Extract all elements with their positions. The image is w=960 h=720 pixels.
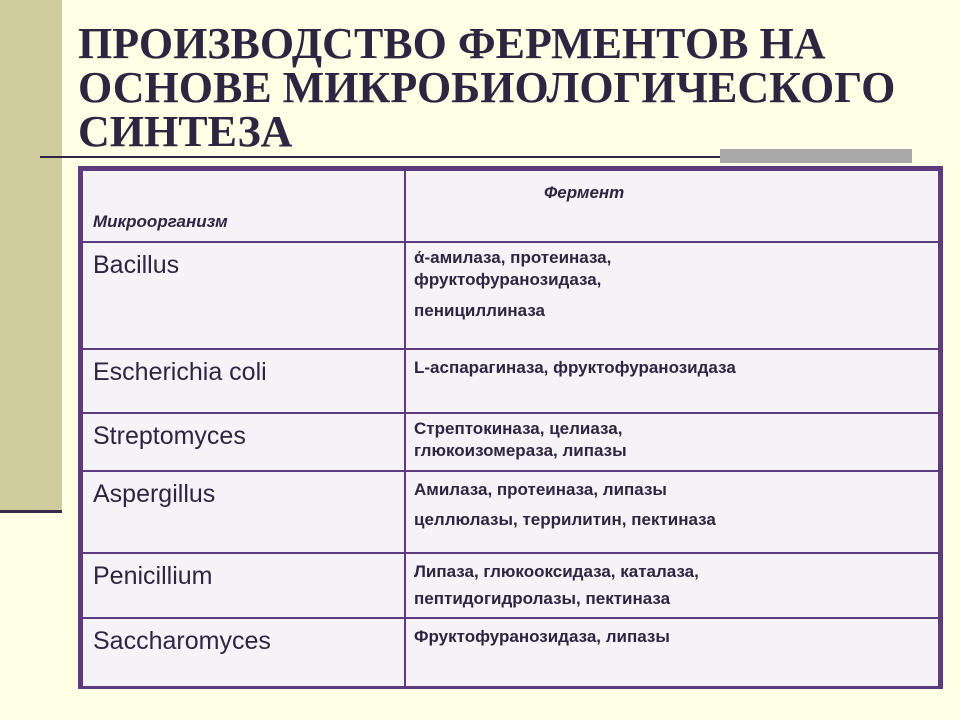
enzyme-cell (405, 553, 939, 618)
table-header-row (82, 170, 939, 242)
side-bar-divider (0, 510, 62, 513)
side-accent-bar (0, 0, 62, 512)
enzyme-line: пенициллиназа (414, 301, 546, 320)
enzyme-line: Липаза, глюкооксидаза, каталаза, (414, 562, 699, 581)
enzyme-line: фруктофуранозидаза, (414, 270, 602, 289)
enzyme-line: ά-амилаза, протеиназа, (414, 248, 612, 267)
organism-cell: Bacillus (82, 242, 405, 349)
organism-cell: Aspergillus (82, 471, 405, 553)
table-row (82, 413, 939, 471)
enzyme-cell (405, 471, 939, 553)
title-line-3: СИНТЕЗА (78, 107, 293, 156)
header-microorganism: Микроорганизм (82, 170, 405, 242)
organism-cell: Saccharomyces (82, 618, 405, 687)
table-row (82, 242, 939, 349)
enzyme-cell (405, 413, 939, 471)
title-line-2: ОСНОВЕ МИКРОБИОЛОГИЧЕСКОГО (78, 63, 896, 112)
organism-cell: Escherichia coli (82, 349, 405, 413)
table-row (82, 553, 939, 618)
table-row (82, 471, 939, 553)
enzyme-line: Фруктофуранозидаза, липазы (414, 627, 670, 646)
decorative-gray-bar (720, 149, 912, 163)
organism-cell: Streptomyces (82, 413, 405, 471)
enzyme-line: L-аспарагиназа, фруктофуранозидаза (414, 358, 736, 377)
table-row (82, 349, 939, 413)
title-line-1: ПРОИЗВОДСТВО ФЕРМЕНТОВ НА (78, 19, 826, 68)
title-underline (40, 156, 728, 158)
enzyme-line: Амилаза, протеиназа, липазы (414, 480, 667, 499)
enzyme-table (78, 166, 943, 689)
organism-cell: Penicillium (82, 553, 405, 618)
enzyme-line: целлюлазы, террилитин, пектиназа (414, 510, 716, 529)
enzyme-line: пептидогидролазы, пектиназа (414, 589, 671, 608)
enzyme-line: Стрептокиназа, целиаза, (414, 419, 623, 438)
enzyme-cell (405, 618, 939, 687)
enzyme-line: глюкоизомераза, липазы (414, 441, 627, 460)
enzyme-cell (405, 242, 939, 349)
table-row (82, 618, 939, 687)
slide-title (78, 19, 938, 156)
header-enzyme: Фермент (405, 170, 939, 242)
enzyme-cell (405, 349, 939, 413)
